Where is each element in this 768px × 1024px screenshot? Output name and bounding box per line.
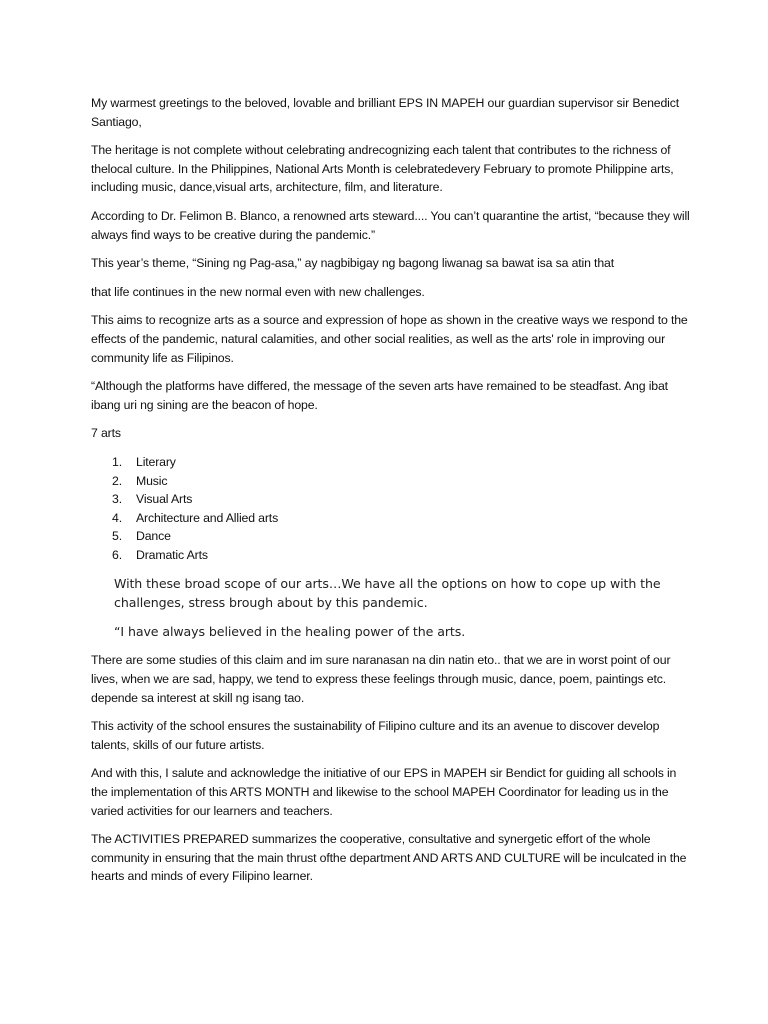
list-item-number: 6.: [112, 547, 122, 562]
list-item-number: 2.: [112, 473, 122, 488]
salute-paragraph: And with this, I salute and acknowledge the initiative of our EPS in MAPEH sir Bendict for guiding all schools in the implementation of this ARTS MONTH and likewise to the school MAPEH Coordinator for leading us in the varied activities for our learners and teachers.: [91, 766, 677, 818]
seven-arts-heading: 7 arts: [91, 426, 121, 441]
list-item-label: Architecture and Allied arts: [136, 510, 279, 525]
arts-list: [91, 453, 691, 565]
platforms-paragraph: “Although the platforms have differed, the message of the seven arts have remained to be steadfast. Ang ibat ibang uri ng sining are the beacon of hope.: [91, 379, 668, 412]
list-item: [91, 546, 691, 565]
activities-paragraph: The ACTIVITIES PREPARED summarizes the cooperative, consultative and synergetic effort of the whole community in ensuring that the main thrust ofthe department AND ARTS AND CULTURE will be inculcated in the hearts and minds of every Filipino learner.: [91, 832, 687, 884]
list-item-number: 1.: [112, 454, 122, 469]
studies-paragraph: There are some studies of this claim and im sure naranasan na din natin eto.. that we are in worst point of our lives, when we are sad, happy, we tend to express these feelings through music, dance, poem, paintings etc. depende sa interest at skill ng isang tao.: [91, 653, 671, 705]
heritage-paragraph: The heritage is not complete without celebrating andrecognizing each talent that contributes to the richness of thelocal culture. In the Philippines, National Arts Month is celebratedevery February to promote Philippine arts, including music, dance,visual arts, architecture, film, and literature.: [91, 143, 674, 195]
healing-power-paragraph: “I have always believed in the healing power of the arts.: [114, 624, 466, 640]
list-item-label: Literary: [136, 454, 176, 469]
sustainability-paragraph: This activity of the school ensures the sustainability of Filipino culture and its an avenue to discover develop talents, skills of our future artists.: [91, 719, 660, 752]
list-item-label: Music: [136, 473, 168, 488]
list-item: [91, 490, 691, 509]
list-item: [91, 453, 691, 472]
list-item-label: Visual Arts: [136, 492, 193, 507]
list-item-number: 5.: [112, 529, 122, 544]
aims-paragraph: This aims to recognize arts as a source and expression of hope as shown in the creative ways we respond to the effects of the pandemic, natural calamities, and other social realities, as well as the arts' role in improving our community life as Filipinos.: [91, 313, 688, 365]
document-page: [91, 94, 691, 896]
list-item-number: 3.: [112, 492, 122, 507]
broad-scope-paragraph: With these broad scope of our arts…We have all the options on how to cope up with the challenges, stress brough about by this pandemic.: [114, 576, 661, 611]
list-item-number: 4.: [112, 510, 122, 525]
quote-paragraph: According to Dr. Felimon B. Blanco, a renowned arts steward.... You can’t quarantine the artist, “because they will always find ways to be creative during the pandemic.”: [91, 208, 690, 242]
theme-paragraph: This year’s theme, “Sining ng Pag-asa,” ay nagbibigay ng bagong liwanag sa bawat isa sa atin that: [91, 256, 614, 271]
list-item: [91, 527, 691, 546]
new-normal-paragraph: that life continues in the new normal even with new challenges.: [91, 284, 425, 299]
list-item: [91, 509, 691, 528]
list-item-label: Dramatic Arts: [136, 547, 208, 562]
greeting-paragraph: My warmest greetings to the beloved, lovable and brilliant EPS IN MAPEH our guardian supervisor sir Benedict Santiago,: [91, 96, 680, 129]
list-item: [91, 472, 691, 491]
list-item-label: Dance: [136, 529, 171, 544]
